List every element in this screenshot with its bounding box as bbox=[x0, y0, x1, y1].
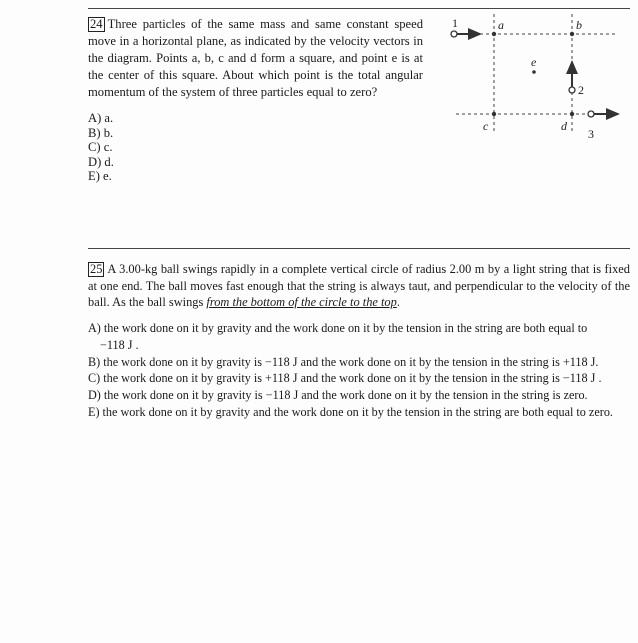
question-text: A 3.00-kg ball swings rapidly in a complete vertical circle of radius 2.00 m by a light string that is fixed at one end. The ball moves fast enough that the string is always taut, and perpendicular to the velocity of the ball. As the ball swings bbox=[88, 262, 630, 309]
option-c[interactable]: C) c. bbox=[88, 140, 113, 154]
label-2: 2 bbox=[578, 83, 584, 97]
particle-1 bbox=[451, 31, 457, 37]
question-number: 24 bbox=[90, 17, 103, 31]
option-b[interactable]: B) the work done on it by gravity is −118 J and the work done on it by the tension in the string is +118 J. bbox=[88, 354, 599, 369]
label-b: b bbox=[576, 18, 582, 32]
particle-diagram bbox=[440, 10, 638, 145]
label-d: d bbox=[561, 119, 567, 133]
question-25-options bbox=[88, 320, 633, 421]
label-3: 3 bbox=[588, 127, 594, 141]
question-24 bbox=[88, 16, 423, 101]
option-a-continued[interactable]: −118 J . bbox=[100, 337, 139, 352]
option-e[interactable]: E) e. bbox=[88, 169, 112, 183]
divider-top bbox=[88, 8, 630, 9]
question-text: Three particles of the same mass and same constant speed move in a horizontal plane, as indicated by the velocity vectors in the diagram. Points a, b, c and d form a square, and point e is at the center of this square. About which point is the total angular momentum of the system of three particles equal to zero? bbox=[88, 17, 423, 99]
point-c bbox=[492, 112, 496, 116]
label-e: e bbox=[531, 55, 537, 69]
divider-middle bbox=[88, 248, 630, 249]
option-d[interactable]: D) d. bbox=[88, 154, 114, 169]
option-a[interactable]: A) the work done on it by gravity and the work done on it by the tension in the string are both equal to bbox=[88, 321, 588, 335]
option-d[interactable]: D) the work done on it by gravity is −118 J and the work done on it by the tension in the string is zero. bbox=[88, 388, 588, 403]
label-a: a bbox=[498, 18, 504, 32]
label-c: c bbox=[483, 119, 489, 133]
option-b[interactable]: B) b. bbox=[88, 125, 114, 140]
label-1: 1 bbox=[452, 16, 458, 30]
question-25 bbox=[88, 261, 630, 311]
question-24-options bbox=[88, 111, 114, 184]
question-number: 25 bbox=[90, 262, 103, 276]
particle-3 bbox=[588, 111, 594, 117]
option-a[interactable]: A) a. bbox=[88, 111, 114, 125]
option-e[interactable]: E) the work done on it by gravity and the work done on it by the tension in the string are both equal to zero. bbox=[88, 404, 613, 419]
point-b bbox=[570, 32, 574, 36]
point-e bbox=[532, 70, 536, 74]
option-c[interactable]: C) the work done on it by gravity is +118 J and the work done on it by the tension in the string is −118 J . bbox=[88, 371, 602, 386]
particle-2 bbox=[569, 87, 575, 93]
question-emphasis: from the bottom of the circle to the top bbox=[206, 295, 397, 309]
point-a bbox=[492, 32, 496, 36]
point-d bbox=[570, 112, 574, 116]
question-end: . bbox=[396, 295, 400, 309]
